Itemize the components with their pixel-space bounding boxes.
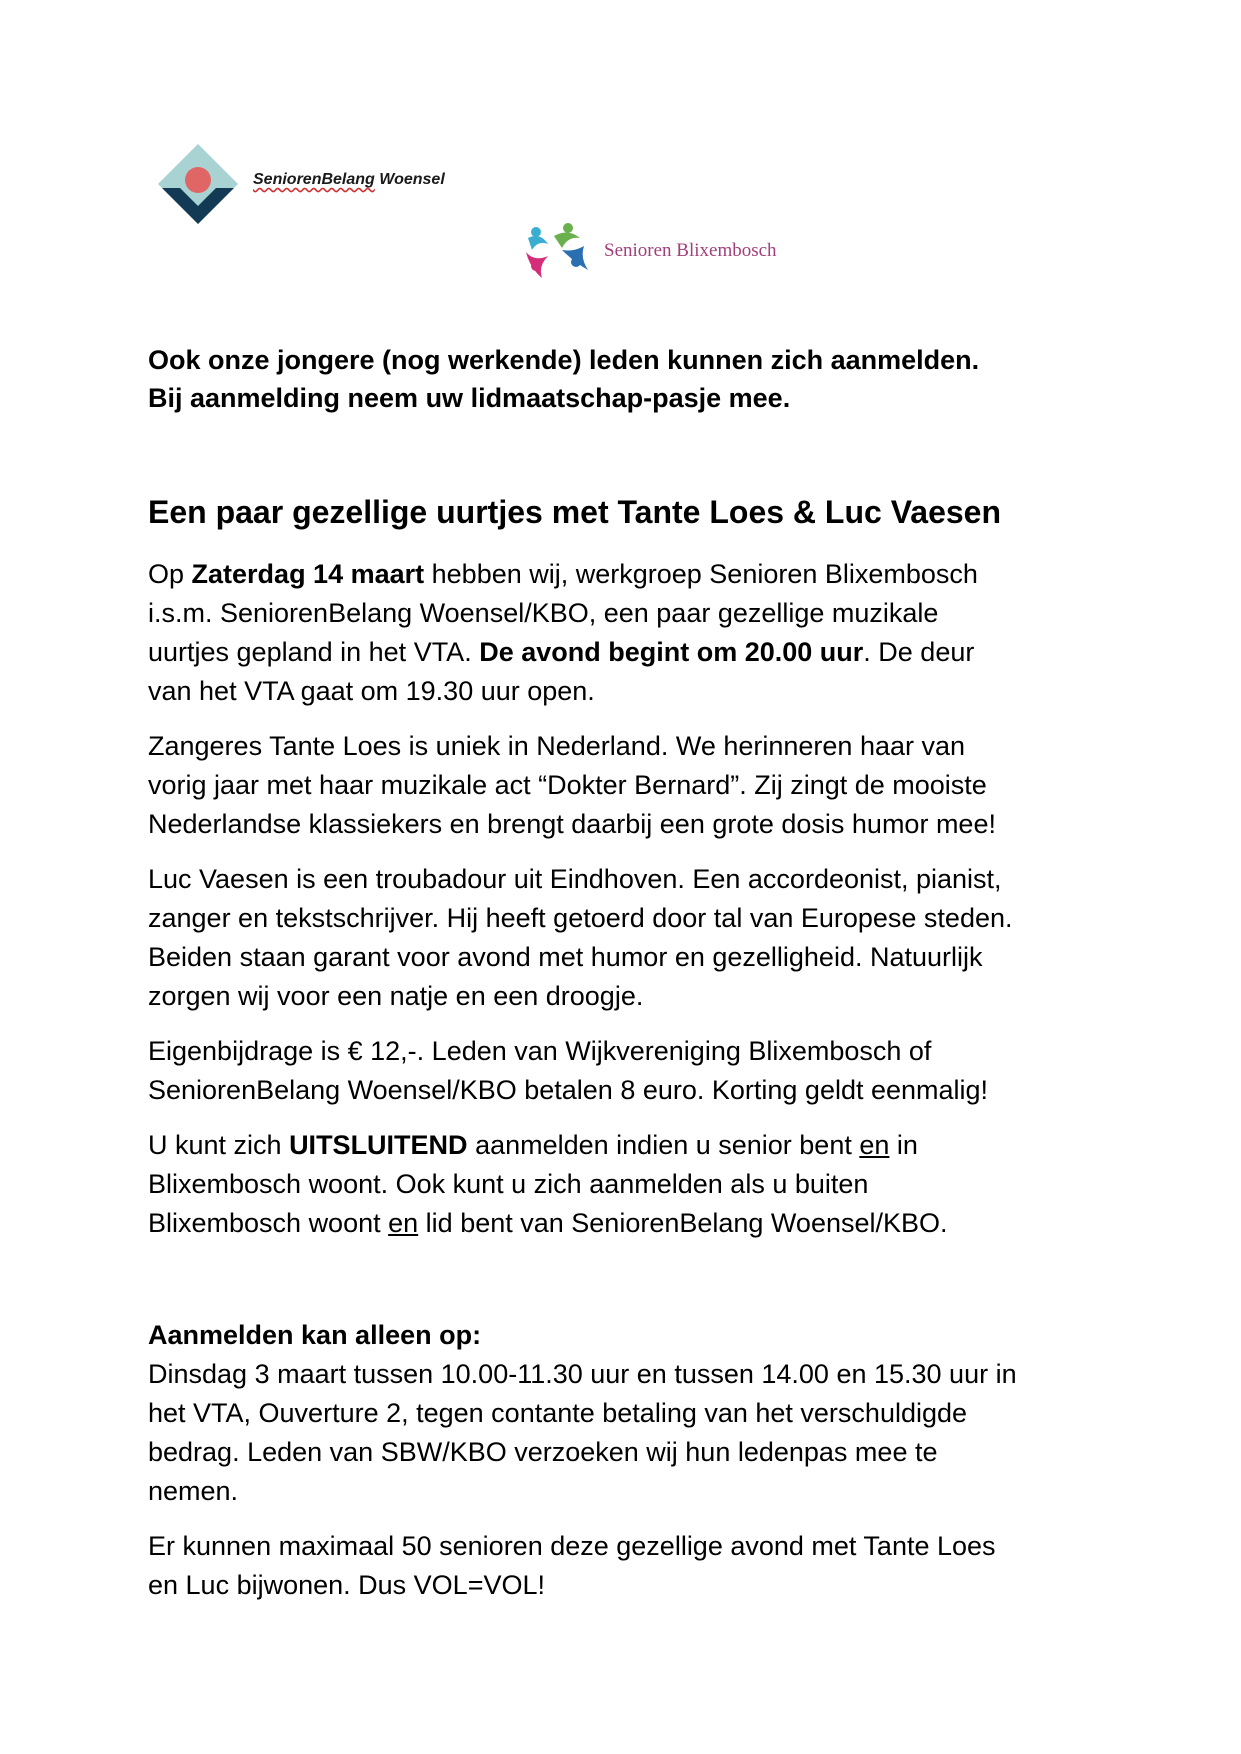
paragraph-eligibility [148,1126,1148,1243]
text-line: en Luc bijwonen. Dus VOL=VOL! [148,1570,545,1600]
seniorenbelang-logo [148,142,508,234]
intro-line: Bij aanmelding neem uw lidmaatschap-pasje mee. [148,383,791,413]
text-line: zanger en tekstschrijver. Hij heeft getoerd door tal van Europese steden. [148,903,1013,933]
text-line: Er kunnen maximaal 50 senioren deze gezellige avond met Tante Loes [148,1531,996,1561]
text-line: Nederlandse klassiekers en brengt daarbij een grote dosis humor mee! [148,809,996,839]
paragraph-closing [148,1527,1148,1605]
text-line: Dinsdag 3 maart tussen 10.00-11.30 uur en tussen 14.00 en 15.30 uur in [148,1359,1017,1389]
seniorenbelang-emblem-icon [156,142,240,232]
intro-line: Ook onze jongere (nog werkende) leden kunnen zich aanmelden. [148,345,980,375]
paragraph-luc-vaesen [148,860,1148,1016]
text-line: nemen. [148,1476,239,1506]
paragraph-cost [148,1032,1148,1110]
paragraph-tante-loes [148,727,1148,844]
text-line: Blixembosch woont en lid bent van SeniorenBelang Woensel/KBO. [148,1208,948,1238]
text-line: het VTA, Ouverture 2, tegen contante betaling van het verschuldigde [148,1398,968,1428]
text-line: Zangeres Tante Loes is uniek in Nederland. We herinneren haar van [148,731,966,761]
seniorenbelang-logo-text: SeniorenBelang Woensel [253,171,445,188]
text-line: Op Zaterdag 14 maart hebben wij, werkgroep Senioren Blixembosch [148,559,978,589]
blixembosch-logo-text: Senioren Blixembosch [604,240,777,261]
text-line: Blixembosch woont. Ook kunt u zich aanmelden als u buiten [148,1169,869,1199]
text-line: U kunt zich UITSLUITEND aanmelden indien u senior bent en in [148,1130,918,1160]
blixembosch-logo [522,222,852,282]
text-line: Luc Vaesen is een troubadour uit Eindhoven. Een accordeonist, pianist, [148,864,1002,894]
text-line: SeniorenBelang Woensel/KBO betalen 8 euro. Korting geldt eenmalig! [148,1075,989,1105]
paragraph-signup [148,1316,1148,1511]
text-line: van het VTA gaat om 19.30 uur open. [148,676,595,706]
text-line: i.s.m. SeniorenBelang Woensel/KBO, een paar gezellige muzikale [148,598,939,628]
signup-title: Aanmelden kan alleen op: [148,1320,482,1350]
event-date: Zaterdag 14 maart [191,559,425,589]
blixembosch-figures-icon [522,222,600,282]
text-line: Eigenbijdrage is € 12,-. Leden van Wijkvereniging Blixembosch of [148,1036,932,1066]
text-line: vorig jaar met haar muzikale act “Dokter Bernard”. Zij zingt de mooiste [148,770,987,800]
text-line: Beiden staan garant voor avond met humor en gezelligheid. Natuurlijk [148,942,983,972]
body-text [148,555,1148,1259]
page-title: Een paar gezellige uurtjes met Tante Loes & Luc Vaesen [148,494,1002,530]
signup-section [148,1316,1148,1621]
text-line: bedrag. Leden van SBW/KBO verzoeken wij hun ledenpas mee te [148,1437,938,1467]
exclusive-emphasis: UITSLUITEND [289,1130,468,1160]
text-line: zorgen wij voor een natje en een droogje. [148,981,644,1011]
paragraph-event-details [148,555,1148,711]
text-line: uurtjes gepland in het VTA. De avond begint om 20.00 uur. De deur [148,637,975,667]
intro-block [148,341,1148,417]
start-time: De avond begint om 20.00 uur [479,637,864,667]
